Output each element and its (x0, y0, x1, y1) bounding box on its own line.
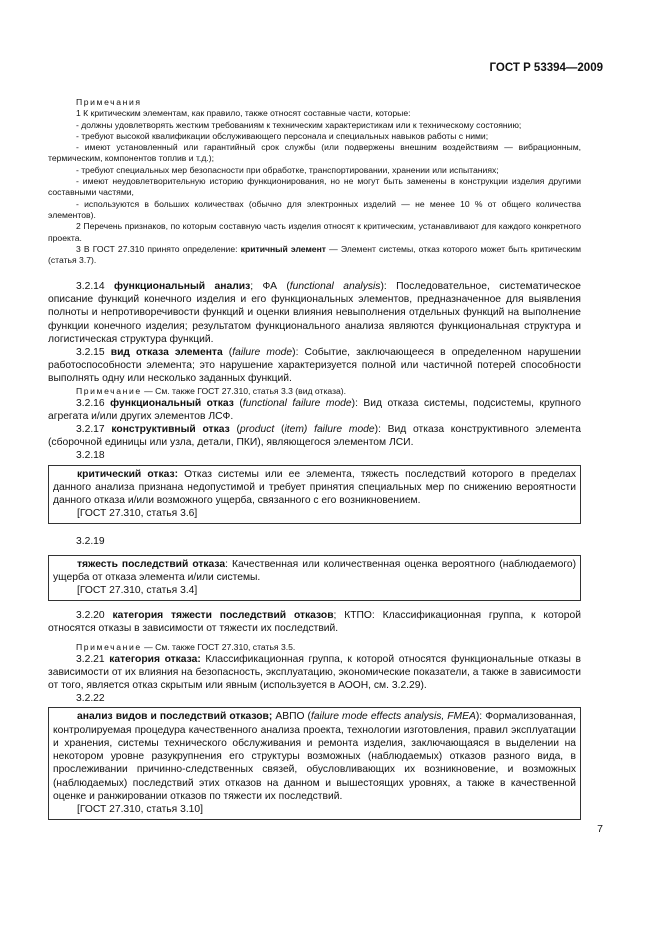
note-1-item: - имеют неудовлетворительную историю функционирования, но не могут быть заменены в конструкции изделия другими составными частями, (48, 176, 581, 198)
term-3-2-19-ref: [ГОСТ 27.310, статья 3.4] (77, 585, 198, 597)
notes-title: Примечания (76, 97, 142, 107)
note-2: 2 Перечень признаков, по которым составную часть изделия относят к критическим, устанавливают для каждого конкретного проекта. (48, 221, 581, 243)
term-3-2-18-box (48, 465, 581, 525)
term-3-2-14: 3.2.14 функциональный анализ; ФА (functional analysis): Последовательное, систематическое описание функций конечного изделия и его функциональных элементов, предназначенное для выявления полноты и непротиворечивости функций и оценки влияния невыполнения отдельных функций на выполнение функции конечного изделия; результатом функционального анализа являются функциональная структура и логистическая структура функций. (48, 281, 582, 345)
term-3-2-19-number: 3.2.19 (76, 536, 105, 548)
term-3-2-20-note: Примечание — См. также ГОСТ 27.310, статья 3.5. (76, 641, 296, 652)
document-header: ГОСТ Р 53394—2009 (489, 62, 603, 74)
note-1-item: - требуют специальных мер безопасности при обработке, транспортировании, хранении или испытаниях; (76, 164, 499, 175)
notes-block (48, 97, 581, 266)
term-3-2-18-number: 3.2.18 (76, 450, 105, 462)
note-1-item: - используются в больших количествах (обычно для электронных изделий — не менее 10 % от общего количества элементов). (48, 198, 581, 220)
term-3-2-22-ref: [ГОСТ 27.310, статья 3.10] (77, 803, 203, 815)
term-3-2-15: 3.2.15 вид отказа элемента (failure mode): Событие, заключающееся в определенном нарушении работоспособности элемента; это нарушение характеризуется полной или частичной потерей способности выполнять одну или несколько заданных функций. (48, 347, 582, 385)
term-3-2-19-box (48, 555, 581, 602)
note-3: 3 В ГОСТ 27.310 принято определение: критичный элемент — Элемент системы, отказ которого может быть критическим (статья 3.7). (48, 243, 581, 266)
term-3-2-18: критический отказ: Отказ системы или ее элемента, тяжесть последствий которого в пределах данного анализа признана недопустимой и требует принятия специальных мер по снижению вероятности данного отказа и/или возможного ущерба, связанного с его возникновением. (53, 468, 576, 507)
note-1-intro: 1 К критическим элементам, как правило, также относят составные части, которые: (76, 108, 411, 119)
note-1-item: - должны удовлетворять жестким требованиям к техническим характеристикам или к техническому состоянию; (76, 119, 522, 130)
term-3-2-15-note: Примечание — См. также ГОСТ 27.310, статья 3.3 (вид отказа). (76, 385, 347, 396)
note-1-item: - требуют высокой квалификации обслуживающего персонала и специальных навыков работы с ними; (76, 130, 489, 141)
term-3-2-17: 3.2.17 конструктивный отказ (product (item) failure mode): Вид отказа конструктивного элемента (сборочной единицы или узла, детали, ПКИ), являющегося элементом ЛСИ. (48, 424, 582, 449)
term-3-2-19: тяжесть последствий отказа: Качественная или количественная оценка вероятного (наблюдаемого) ущерба от отказа элемента и/или системы. (53, 558, 577, 583)
term-3-2-22: анализ видов и последствий отказов; АВПО (failure mode effects analysis, FMEA): Формализованная, контролируемая процедура качественного анализа проекта, технологии изготовления, правил эксплуатации и хранения, системы технического обслуживания и ремонта изделия, заключающаяся в выделении на некотором уровне разукрупнения его структуры возможных (наблюдаемых) отказов разного вида, в прослеживании причинно-следственных связей, обусловливающих их возникновение, и возможных (наблюдаемых) последствий этих отказов на данном и вышестоящих уровнях, а также в качественной оценке и ранжировании отказов по тяжести их последствий. (53, 711, 576, 802)
note-1-item: - имеют установленный или гарантийный срок службы (или подвержены внешним воздействиям — вибрационным, термическим, компонентов топлив и т.д.); (48, 142, 581, 164)
page-number: 7 (597, 823, 603, 835)
term-3-2-16: 3.2.16 функциональный отказ (functional failure mode): Вид отказа системы, подсистемы, крупного агрегата и/или других элементов ЛСФ. (48, 397, 581, 422)
term-3-2-22-box (48, 707, 581, 820)
terms-block (48, 280, 581, 820)
term-3-2-18-ref: [ГОСТ 27.310, статья 3.6] (77, 508, 198, 520)
term-3-2-21: 3.2.21 категория отказа: Классификационная группа, к которой относятся функциональные отказы в зависимости от их влияния на безопасность, эксплуатацию, экономические показатели, а также в зависимости от того, является отказ скрытым или явным (используется в АООН, см. 3.2.29). (48, 653, 581, 692)
term-3-2-22-number: 3.2.22 (76, 693, 105, 705)
term-3-2-20: 3.2.20 категория тяжести последствий отказов; КТПО: Классификационная группа, к которой относятся отказы в зависимости от тяжести их последствий. (48, 610, 581, 635)
